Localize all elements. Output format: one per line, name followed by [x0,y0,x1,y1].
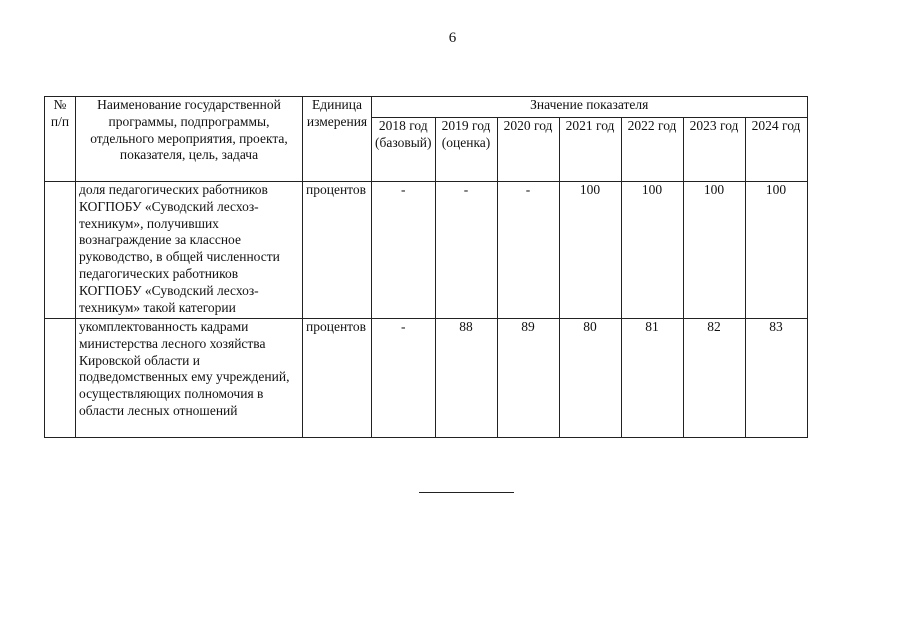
row-value-2019: 88 [435,319,497,438]
header-value-group-cell [372,97,808,118]
row-value-2024: 100 [745,182,807,319]
row-unit-cell: процентов [303,182,372,319]
row-value-2018: - [372,319,436,438]
row-value-2021: 100 [559,182,621,319]
table-row [45,182,808,319]
header-year-2020: 2020 год [497,118,559,182]
footer-rule [419,492,514,493]
row-value-2020: 89 [497,319,559,438]
row-value-2022: 81 [621,319,683,438]
row-name-cell: доля педагогических работников КОГПОБУ «Суводский лесхоз-техникум», получивших вознаграждение за классное руководство, в общей численности педагогических работников КОГПОБУ «Суводский лесхоз-техникум» такой категории [76,182,303,319]
header-name-label: Наименование государственной программы, подпрограммы, отдельного мероприятия, проекта, показателя, цель, задача [90,97,288,163]
header-year-2022: 2022 год [621,118,683,182]
header-year-2019: 2019 год (оценка) [435,118,497,182]
row-value-2019: - [435,182,497,319]
row-num-cell [45,182,76,319]
row-name-cell: укомплектованность кадрами министерства лесного хозяйства Кировской области и подведомственных ему учреждений, осуществляющих полномочия в области лесных отношений [76,319,303,438]
header-unit-cell [303,97,372,182]
row-value-2023: 100 [683,182,745,319]
row-value-2020: - [497,182,559,319]
header-year-2021: 2021 год [559,118,621,182]
header-num-label: № п/п [50,97,70,129]
header-row-top [45,97,808,118]
header-unit-label: Единица измерения [306,97,368,129]
header-year-2023: 2023 год [683,118,745,182]
row-value-2024: 83 [745,319,807,438]
row-unit-cell: процентов [303,319,372,438]
header-value-group-label: Значение показателя [530,97,649,112]
page-number: 6 [448,30,457,46]
header-num-cell [45,97,76,182]
row-value-2021: 80 [559,319,621,438]
row-value-2018: - [372,182,436,319]
row-value-2023: 82 [683,319,745,438]
header-name-cell [76,97,303,182]
row-num-cell [45,319,76,438]
header-year-2018: 2018 год (базовый) [372,118,436,182]
table-row [45,319,808,438]
row-value-2022: 100 [621,182,683,319]
indicators-table [44,96,808,438]
header-year-2024: 2024 год [745,118,807,182]
